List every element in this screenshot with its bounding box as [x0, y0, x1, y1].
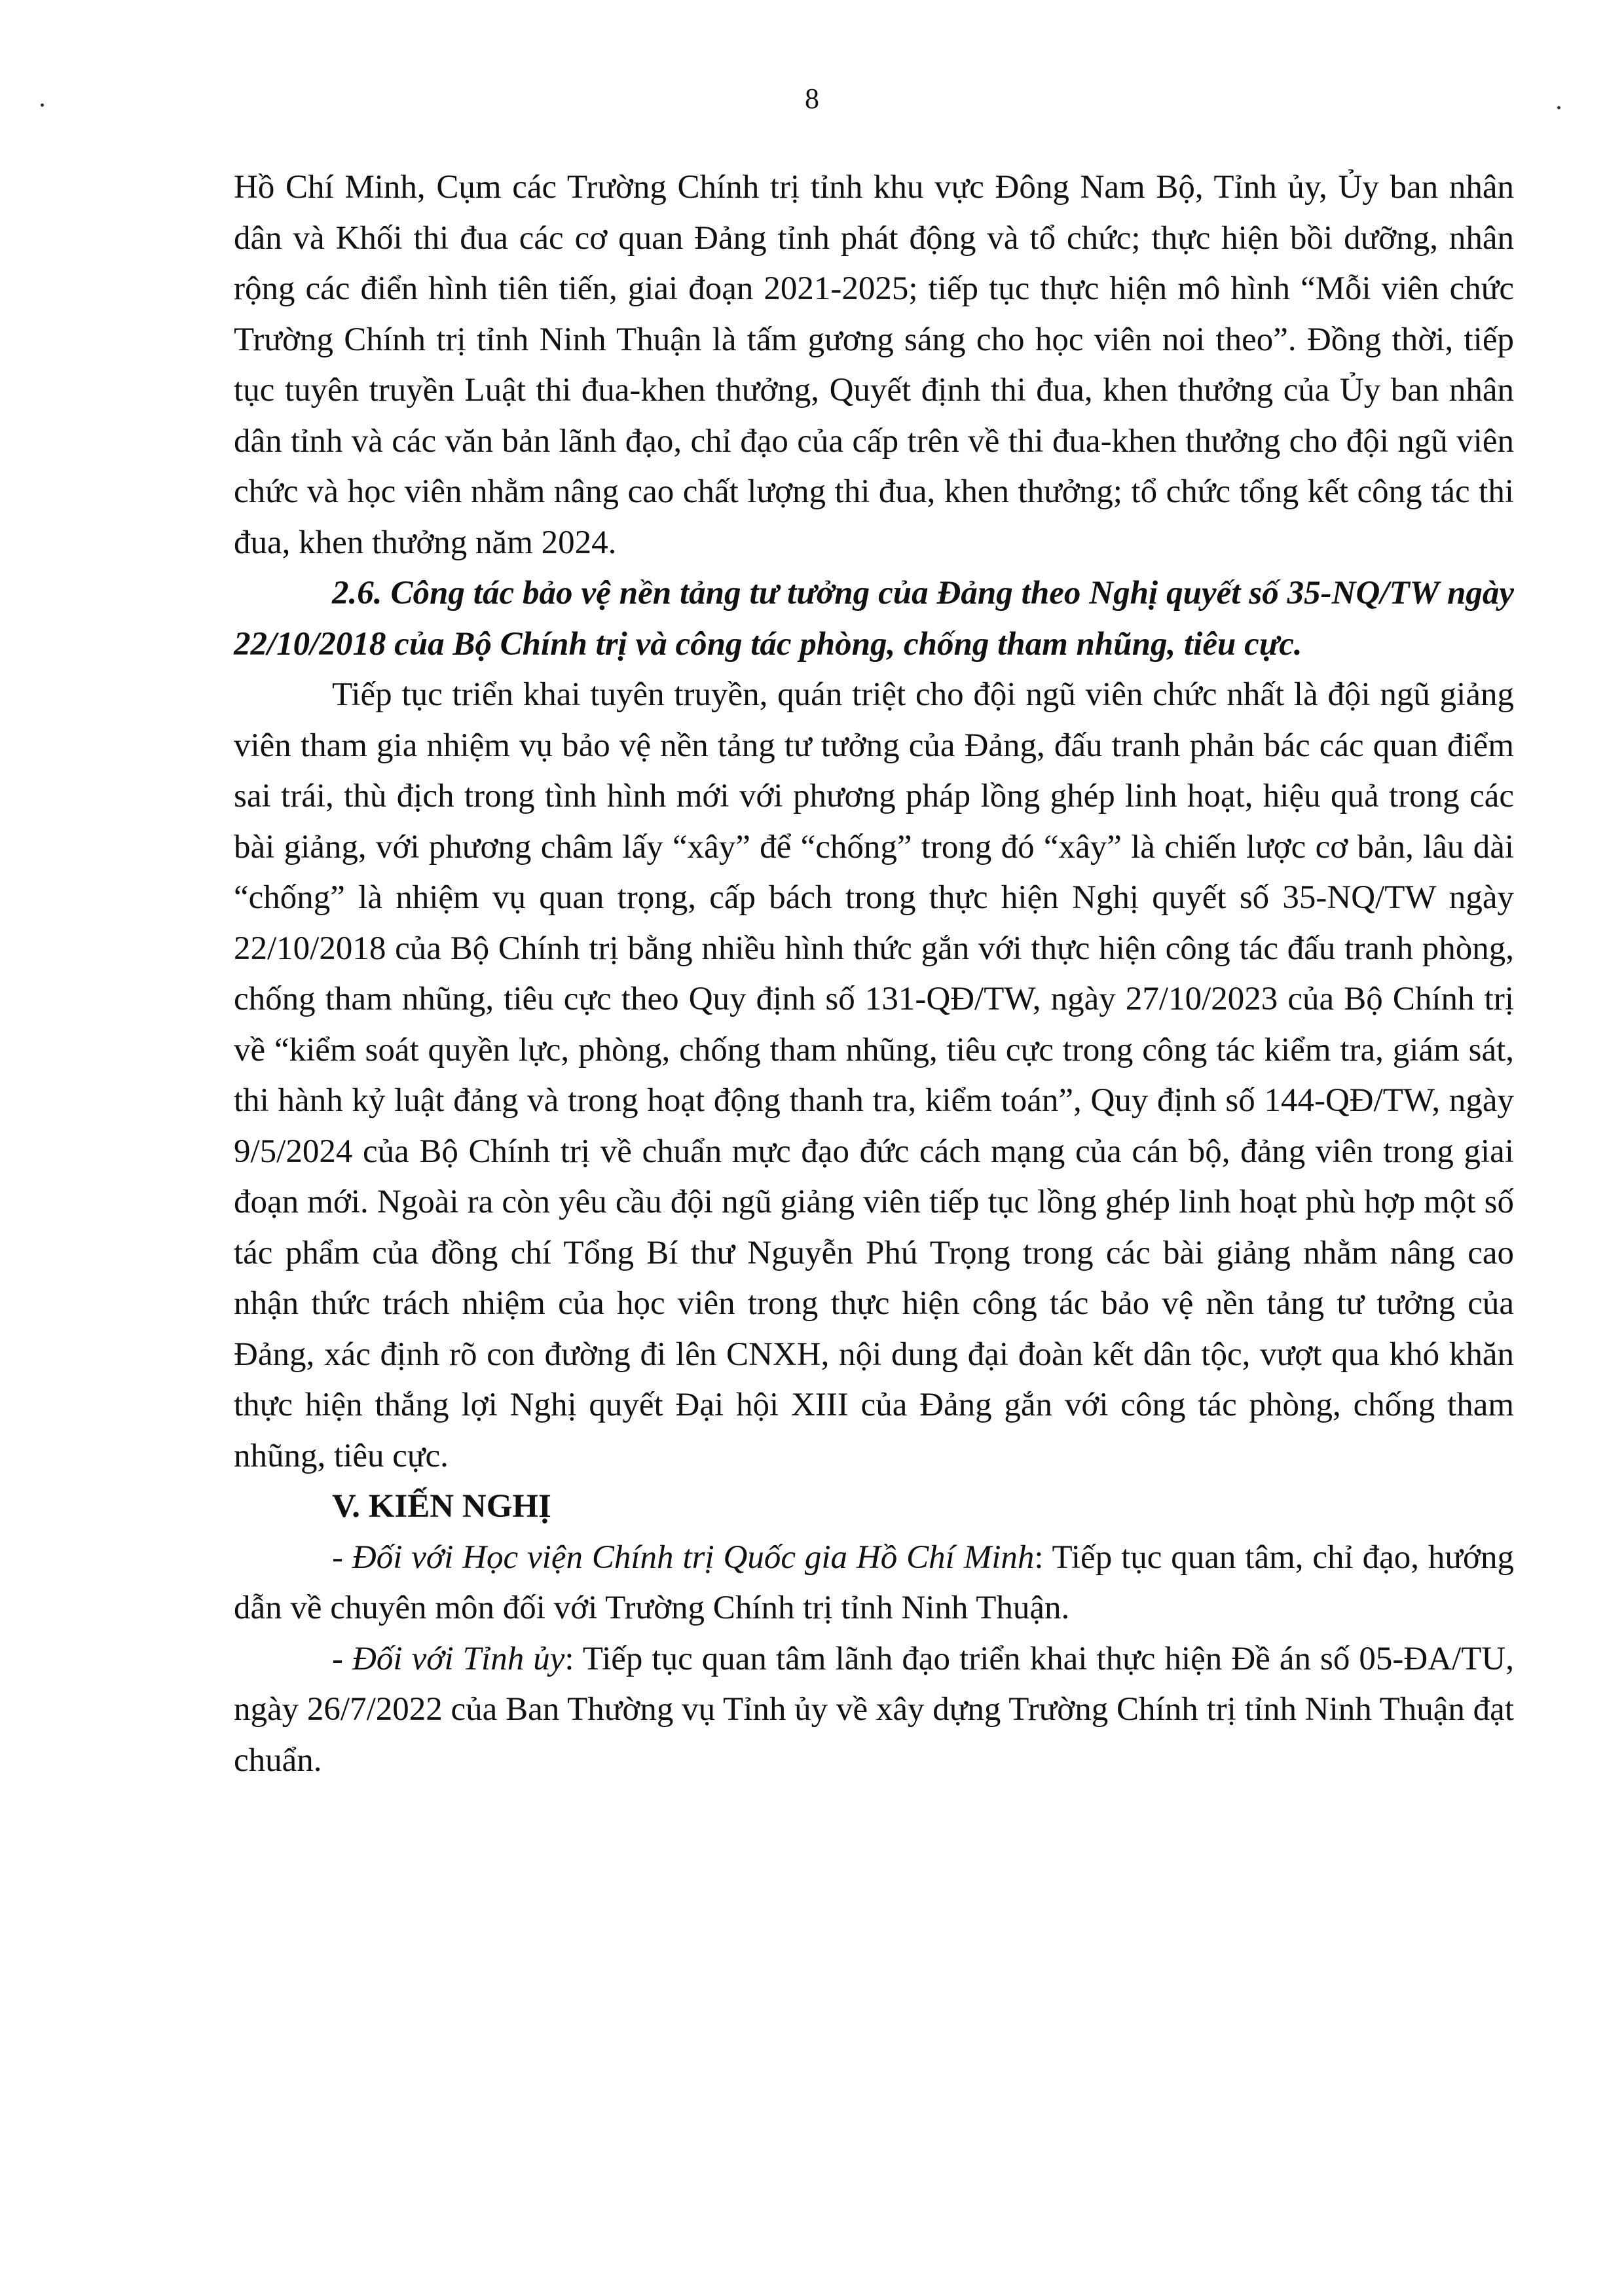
recommendation-provincial-label: - Đối với Tỉnh ủy	[332, 1640, 565, 1677]
recommendation-academy-text: : Tiếp tục quan tâm, chỉ đạo, hướng dẫn về chuyên môn đối với Trường Chính trị tỉnh Ninh Thuận.	[234, 1539, 1515, 1626]
paragraph-ideology-protection: Tiếp tục triển khai tuyên truyền, quán triệt cho đội ngũ viên chức nhất là đội ngũ giảng viên tham gia nhiệm vụ bảo vệ nền tảng tư tưởng của Đảng, đấu tranh phản bác các quan điểm sai trái, thù địch trong tình hình mới với phương pháp lồng ghép linh hoạt, hiệu quả trong các bài giảng, với phương châm lấy “xây” để “chống” trong đó “xây” là chiến lược cơ bản, lâu dài “chống” là nhiệm vụ quan trọng, cấp bách trong thực hiện Nghị quyết số 35-NQ/TW ngày 22/10/2018 của Bộ Chính trị bằng nhiều hình thức gắn với thực hiện công tác đấu tranh phòng, chống tham nhũng, tiêu cực theo Quy định số 131-QĐ/TW, ngày 27/10/2023 của Bộ Chính trị về “kiểm soát quyền lực, phòng, chống tham nhũng, tiêu cực trong công tác kiểm tra, giám sát, thi hành kỷ luật đảng và trong hoạt động thanh tra, kiểm toán”, Quy định số 144-QĐ/TW, ngày 9/5/2024 của Bộ Chính trị về chuẩn mực đạo đức cách mạng của cán bộ, đảng viên trong giai đoạn mới. Ngoài ra còn yêu cầu đội ngũ giảng viên tiếp tục lồng ghép linh hoạt phù hợp một số tác phẩm của đồng chí Tổng Bí thư Nguyễn Phú Trọng trong các bài giảng nhằm nâng cao nhận thức trách nhiệm của học viên trong thực hiện công tác bảo vệ nền tảng tư tưởng của Đảng, xác định rõ con đường đi lên CNXH, nội dung đại đoàn kết dân tộc, vượt qua khó khăn thực hiện thắng lợi Nghị quyết Đại hội XIII của Đảng gắn với công tác phòng, chống tham nhũng, tiêu cực.	[234, 676, 1514, 1474]
section-heading-recommendations: V. KIẾN NGHỊ	[332, 1488, 551, 1525]
recommendation-academy	[234, 1533, 1514, 1634]
recommendation-provincial-committee	[234, 1634, 1514, 1787]
document-body	[234, 162, 1514, 1786]
section-heading-2-6: 2.6. Công tác bảo vệ nền tảng tư tưởng của Đảng theo Nghị quyết số 35-NQ/TW ngày 22/10/2018 của Bộ Chính trị và công tác phòng, chống tham nhũng, tiêu cực.	[234, 575, 1514, 663]
recommendation-academy-label: - Đối với Học viện Chính trị Quốc gia Hồ Chí Minh	[332, 1539, 1035, 1576]
recommendation-provincial-text: : Tiếp tục quan tâm lãnh đạo triển khai thực hiện Đề án số 05-ĐA/TU, ngày 26/7/2022 của Ban Thường vụ Tỉnh ủy về xây dựng Trường Chính trị tỉnh Ninh Thuận đạt chuẩn.	[234, 1640, 1514, 1779]
paragraph-continuation: Hồ Chí Minh, Cụm các Trường Chính trị tỉnh khu vực Đông Nam Bộ, Tỉnh ủy, Ủy ban nhân dân và Khối thi đua các cơ quan Đảng tỉnh phát động và tổ chức; thực hiện bồi dưỡng, nhân rộng các điển hình tiên tiến, giai đoạn 2021-2025; tiếp tục thực hiện mô hình “Mỗi viên chức Trường Chính trị tỉnh Ninh Thuận là tấm gương sáng cho học viên noi theo”. Đồng thời, tiếp tục tuyên truyền Luật thi đua-khen thưởng, Quyết định thi đua, khen thưởng của Ủy ban nhân dân tỉnh và các văn bản lãnh đạo, chỉ đạo của cấp trên về thi đua-khen thưởng cho đội ngũ viên chức và học viên nhằm nâng cao chất lượng thi đua, khen thưởng; tổ chức tổng kết công tác thi đua, khen thưởng năm 2024.	[234, 169, 1514, 561]
page-number: 8	[805, 82, 819, 115]
